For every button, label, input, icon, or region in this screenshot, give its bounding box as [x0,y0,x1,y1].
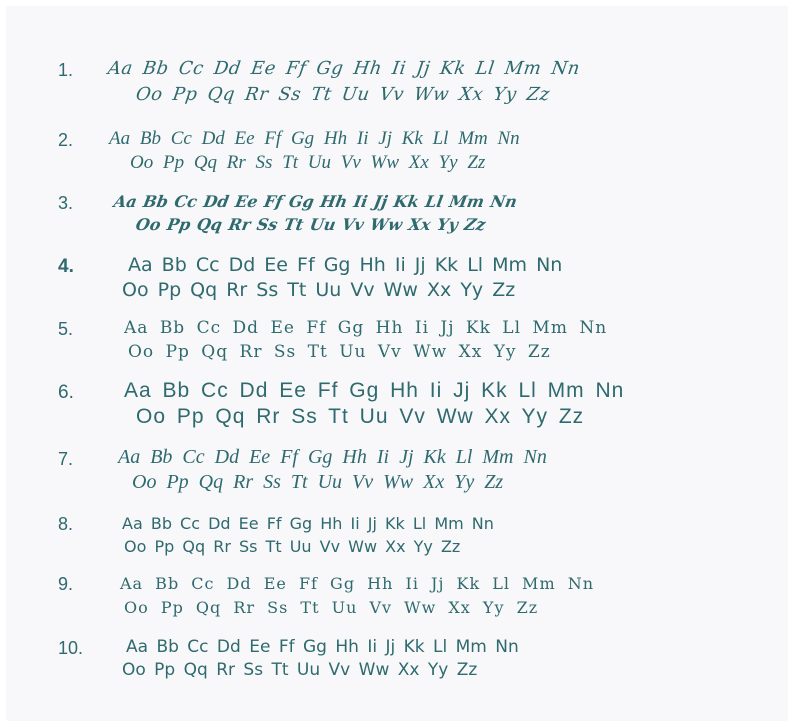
font-number: 1. [58,60,74,80]
alphabet-line-1: Aa Bb Cc Dd Ee Ff Gg Hh Ii Jj Kk Ll Mm Nn [120,574,594,593]
alphabet-line-2: Oo Pp Qq Rr Ss Tt Uu Vv Ww Xx Yy Zz [132,471,504,493]
font-number: 3. [58,193,74,213]
alphabet-line-1: Aa Bb Cc Dd Ee Ff Gg Hh Ii Jj Kk Ll Mm Nn [126,637,519,657]
alphabet-line-1: Aa Bb Cc Dd Ee Ff Gg Hh Ii Jj Kk Ll Mm Nn [124,379,625,402]
font-number: 9. [58,574,74,594]
alphabet-line-1: Aa Bb Cc Dd Ee Ff Gg Hh Ii Jj Kk Ll Mm Nn [112,192,519,211]
alphabet-line-1: Aa Bb Cc Dd Ee Ff Gg Hh Ii Jj Kk Ll Mm Nn [106,58,582,79]
alphabet-line-1: Aa Bb Cc Dd Ee Ff Gg Hh Ii Jj Kk Ll Mm Nn [128,254,563,276]
alphabet-line-2: Oo Pp Qq Rr Ss Tt Uu Vv Ww Xx Yy Zz [122,660,478,680]
alphabet-line-2: Oo Pp Qq Rr Ss Tt Uu Vv Ww Xx Yy Zz [134,215,487,234]
alphabet-line-2: Oo Pp Qq Rr Ss Tt Uu Vv Ww Xx Yy Zz [124,598,539,617]
alphabet-line-1: Aa Bb Cc Dd Ee Ff Gg Hh Ii Jj Kk Ll Mm Nn [118,446,547,468]
font-number: 7. [58,449,74,469]
alphabet-line-1: Aa Bb Cc Dd Ee Ff Gg Hh Ii Jj Kk Ll Mm Nn [109,128,520,149]
alphabet-line-2: Oo Pp Qq Rr Ss Tt Uu Vv Ww Xx Yy Zz [128,342,551,362]
alphabet-line-2: Oo Pp Qq Rr Ss Tt Uu Vv Ww Xx Yy Zz [130,152,486,173]
alphabet-line-2: Oo Pp Qq Rr Ss Tt Uu Vv Ww Xx Yy Zz [124,537,461,556]
font-number: 6. [58,382,74,403]
font-number: 2. [58,130,74,150]
font-number: 8. [58,514,74,534]
alphabet-line-2: Oo Pp Qq Rr Ss Tt Uu Vv Ww Xx Yy Zz [136,405,585,428]
alphabet-line-2: Oo Pp Qq Rr Ss Tt Uu Vv Ww Xx Yy Zz [122,279,516,301]
alphabet-line-2: Oo Pp Qq Rr Ss Tt Uu Vv Ww Xx Yy Zz [134,84,552,105]
font-number: 4. [58,256,74,277]
font-number: 5. [58,319,74,339]
font-chart-sheet [6,6,788,721]
alphabet-line-1: Aa Bb Cc Dd Ee Ff Gg Hh Ii Jj Kk Ll Mm Nn [124,318,608,338]
font-number: 10. [58,638,84,658]
alphabet-line-1: Aa Bb Cc Dd Ee Ff Gg Hh Ii Jj Kk Ll Mm Nn [122,514,494,533]
